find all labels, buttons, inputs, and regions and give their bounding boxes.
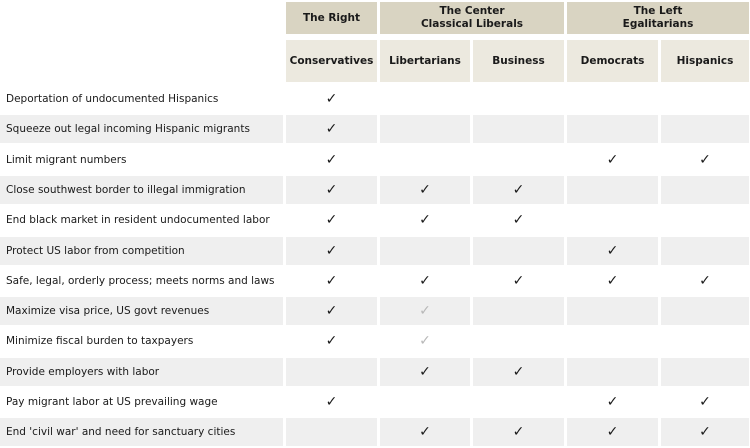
checkmark-icon: ✓ bbox=[512, 273, 525, 289]
column-header bbox=[473, 40, 564, 82]
table-cell bbox=[286, 115, 377, 143]
table-cell bbox=[473, 297, 564, 325]
row-label bbox=[0, 388, 283, 416]
table-cell bbox=[473, 388, 564, 416]
table-cell bbox=[380, 237, 470, 265]
row-label bbox=[0, 206, 283, 234]
checkmark-icon: ✓ bbox=[325, 333, 338, 349]
table-cell bbox=[473, 115, 564, 143]
row-label-text: Provide employers with labor bbox=[6, 366, 160, 378]
table-cell bbox=[380, 418, 470, 446]
column-header-label: Hispanics bbox=[676, 55, 734, 67]
group-header-text bbox=[623, 5, 694, 31]
row-label bbox=[0, 85, 283, 113]
column-header bbox=[286, 40, 377, 82]
row-label-text: Deportation of undocumented Hispanics bbox=[6, 93, 219, 105]
checkmark-icon: ✓ bbox=[606, 152, 619, 168]
checkmark-icon: ✓ bbox=[699, 424, 711, 440]
table-cell bbox=[286, 85, 377, 113]
group-header-line: Classical Liberals bbox=[420, 18, 524, 30]
row-label-text: Minimize fiscal burden to taxpayers bbox=[6, 335, 194, 347]
table-cell bbox=[567, 327, 658, 355]
table-cell bbox=[286, 297, 377, 325]
table-cell bbox=[380, 358, 470, 386]
checkmark-icon: ✓ bbox=[419, 182, 431, 198]
table-cell bbox=[567, 267, 658, 295]
table-cell bbox=[286, 358, 377, 386]
group-header bbox=[286, 2, 377, 34]
table-cell bbox=[661, 115, 749, 143]
table-cell bbox=[661, 85, 749, 113]
checkmark-icon: ✓ bbox=[512, 424, 525, 440]
table-cell bbox=[567, 115, 658, 143]
table-cell bbox=[661, 237, 749, 265]
group-header bbox=[380, 2, 564, 34]
table-cell bbox=[473, 85, 564, 113]
checkmark-icon: ✓ bbox=[699, 273, 711, 289]
table-cell bbox=[661, 146, 749, 174]
row-label bbox=[0, 146, 283, 174]
row-label-text: Squeeze out legal incoming Hispanic migrants bbox=[6, 123, 250, 135]
row-label-text: Safe, legal, orderly process; meets norms and laws bbox=[6, 275, 275, 287]
table-cell bbox=[567, 388, 658, 416]
checkmark-icon: ✓ bbox=[325, 182, 338, 198]
row-label-text: Maximize visa price, US govt revenues bbox=[6, 305, 210, 317]
row-label bbox=[0, 418, 283, 446]
table-cell bbox=[661, 358, 749, 386]
group-header-line: Egalitarians bbox=[622, 18, 694, 30]
checkmark-icon-faded: ✓ bbox=[419, 333, 431, 349]
table-cell bbox=[380, 146, 470, 174]
table-cell bbox=[380, 327, 470, 355]
checkmark-icon-faded: ✓ bbox=[419, 303, 431, 319]
table-cell bbox=[473, 358, 564, 386]
table-cell bbox=[380, 85, 470, 113]
group-header-line: The Right bbox=[302, 11, 361, 24]
table-cell bbox=[567, 146, 658, 174]
checkmark-icon: ✓ bbox=[419, 364, 431, 380]
row-label bbox=[0, 358, 283, 386]
table-cell bbox=[380, 297, 470, 325]
row-label-text: Limit migrant numbers bbox=[6, 154, 127, 166]
row-label-text: Pay migrant labor at US prevailing wage bbox=[6, 396, 218, 408]
checkmark-icon: ✓ bbox=[606, 394, 619, 410]
table-cell bbox=[473, 206, 564, 234]
table-cell bbox=[473, 418, 564, 446]
row-label bbox=[0, 327, 283, 355]
table-cell bbox=[473, 176, 564, 204]
checkmark-icon: ✓ bbox=[325, 212, 338, 228]
row-label-text: End 'civil war' and need for sanctuary cities bbox=[6, 426, 236, 438]
checkmark-icon: ✓ bbox=[325, 121, 338, 137]
table-cell bbox=[661, 206, 749, 234]
table-cell bbox=[380, 388, 470, 416]
table-cell bbox=[567, 358, 658, 386]
column-header bbox=[567, 40, 658, 82]
table-cell bbox=[661, 418, 749, 446]
checkmark-icon: ✓ bbox=[325, 394, 338, 410]
table-cell bbox=[473, 146, 564, 174]
column-header bbox=[661, 40, 749, 82]
table-cell bbox=[567, 418, 658, 446]
column-header-label: Libertarians bbox=[389, 55, 461, 67]
checkmark-icon: ✓ bbox=[325, 303, 338, 319]
group-header-text bbox=[303, 12, 360, 25]
table-cell bbox=[286, 206, 377, 234]
table-cell bbox=[661, 388, 749, 416]
checkmark-icon: ✓ bbox=[606, 243, 619, 259]
row-label-text: Protect US labor from competition bbox=[6, 245, 185, 257]
table-cell bbox=[567, 237, 658, 265]
table-cell bbox=[380, 206, 470, 234]
column-header-label: Democrats bbox=[580, 55, 645, 67]
checkmark-icon: ✓ bbox=[606, 273, 619, 289]
row-label bbox=[0, 297, 283, 325]
checkmark-icon: ✓ bbox=[512, 182, 525, 198]
table-cell bbox=[567, 206, 658, 234]
table-cell bbox=[473, 267, 564, 295]
table-cell bbox=[567, 176, 658, 204]
group-header-line: The Center bbox=[439, 5, 505, 17]
row-label bbox=[0, 176, 283, 204]
checkmark-icon: ✓ bbox=[419, 212, 431, 228]
table-cell bbox=[661, 297, 749, 325]
table-cell bbox=[473, 327, 564, 355]
table-cell bbox=[567, 85, 658, 113]
table-cell bbox=[286, 267, 377, 295]
group-header-text bbox=[421, 5, 523, 31]
checkmark-icon: ✓ bbox=[325, 152, 338, 168]
checkmark-icon: ✓ bbox=[699, 394, 711, 410]
checkmark-icon: ✓ bbox=[325, 273, 338, 289]
group-header bbox=[567, 2, 749, 34]
checkmark-icon: ✓ bbox=[419, 424, 431, 440]
group-header-line: The Left bbox=[633, 5, 683, 17]
checkmark-icon: ✓ bbox=[512, 212, 525, 228]
row-label bbox=[0, 267, 283, 295]
row-label bbox=[0, 115, 283, 143]
checkmark-icon: ✓ bbox=[606, 424, 619, 440]
table-cell bbox=[473, 237, 564, 265]
row-label-text: Close southwest border to illegal immigration bbox=[6, 184, 246, 196]
table-cell bbox=[286, 388, 377, 416]
table-cell bbox=[380, 267, 470, 295]
table-cell bbox=[286, 237, 377, 265]
column-header bbox=[380, 40, 470, 82]
checkmark-icon: ✓ bbox=[325, 91, 338, 107]
checkmark-icon: ✓ bbox=[325, 243, 338, 259]
table-cell bbox=[661, 176, 749, 204]
table-cell bbox=[567, 297, 658, 325]
table-cell bbox=[661, 267, 749, 295]
column-header-label: Business bbox=[492, 55, 545, 67]
checkmark-icon: ✓ bbox=[512, 364, 525, 380]
table-cell bbox=[380, 115, 470, 143]
table-cell bbox=[286, 146, 377, 174]
column-header-label: Conservatives bbox=[289, 55, 374, 67]
checkmark-icon: ✓ bbox=[419, 273, 431, 289]
table-cell bbox=[286, 327, 377, 355]
row-label-text: End black market in resident undocumented labor bbox=[6, 214, 270, 226]
row-label bbox=[0, 237, 283, 265]
table-cell bbox=[661, 327, 749, 355]
table-cell bbox=[286, 176, 377, 204]
table-cell bbox=[380, 176, 470, 204]
checkmark-icon: ✓ bbox=[699, 152, 711, 168]
table-cell bbox=[286, 418, 377, 446]
